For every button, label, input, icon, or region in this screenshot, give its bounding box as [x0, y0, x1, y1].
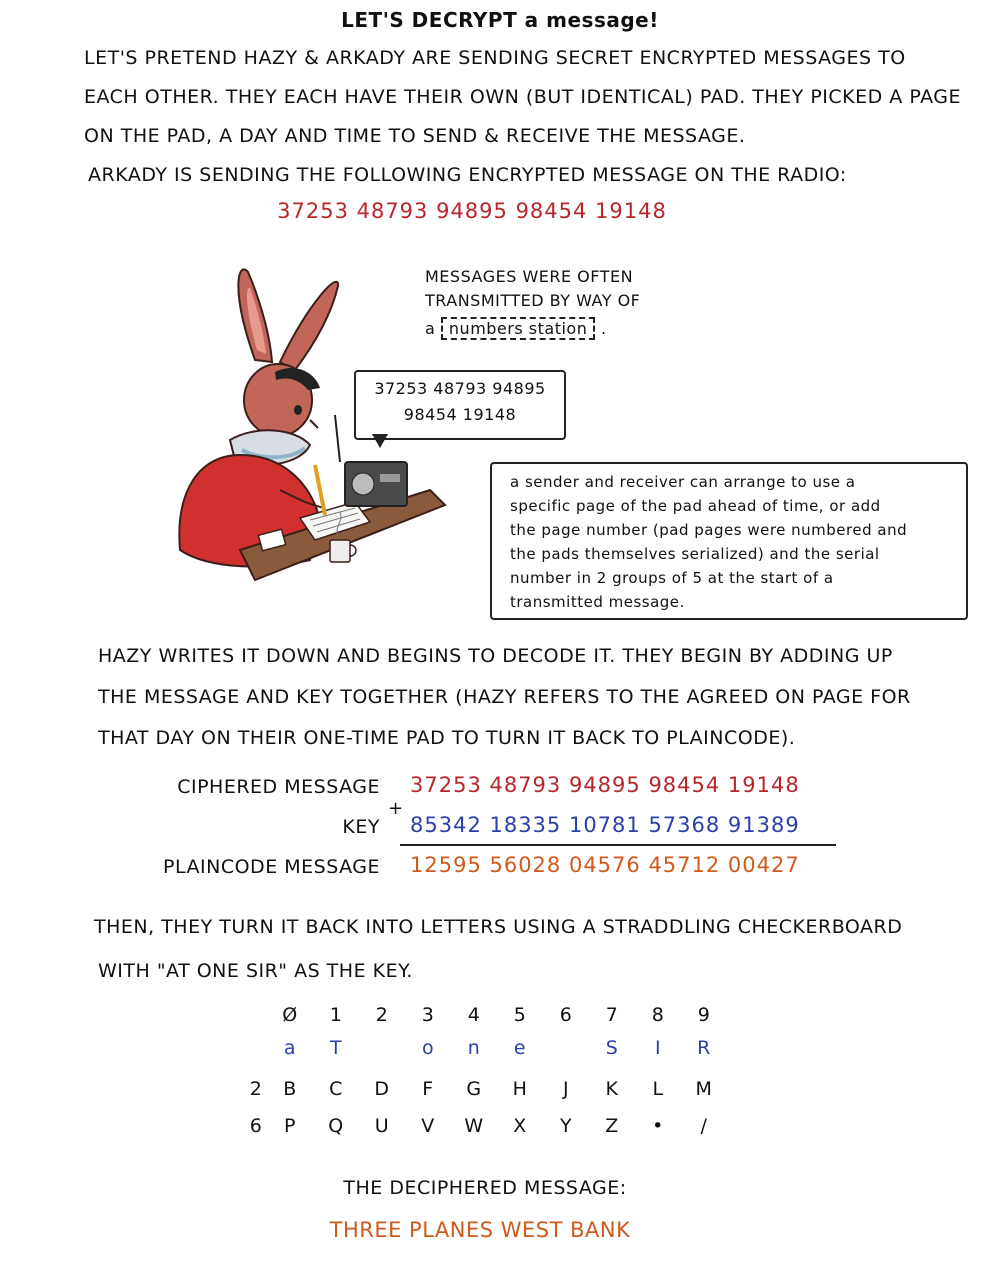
checkerboard-row-prefix: 6 [249, 1115, 263, 1137]
info-line: a sender and receiver can arrange to use a [510, 473, 856, 491]
intro-line: ARKADY IS SENDING THE FOLLOWING ENCRYPTED MESSAGE ON THE RADIO: [88, 164, 847, 186]
bubble-line: 98454 19148 [403, 405, 517, 424]
info-line: the page number (pad pages were numbered and [510, 521, 908, 539]
decode-text [98, 636, 911, 759]
checkerboard-header-cell: 2 [375, 1004, 389, 1026]
checkerboard-header-cell: 9 [697, 1004, 711, 1026]
info-box [490, 462, 968, 620]
checkerboard-cell: • [652, 1115, 664, 1137]
checkerboard-key-cell: S [605, 1037, 619, 1059]
key-value: 85342 18335 10781 57368 91389 [410, 813, 800, 837]
checkerboard-key-cell: R [697, 1037, 711, 1059]
plaincode-value: 12595 56028 04576 45712 00427 [410, 853, 800, 877]
checkerboard-cell: K [605, 1078, 619, 1100]
checkerboard-header-cell: 7 [605, 1004, 619, 1026]
checkerboard-cell: W [464, 1115, 484, 1137]
numbers-station-box: numbers station [441, 317, 595, 340]
checkerboard-cell: C [329, 1078, 343, 1100]
ciphered-value: 37253 48793 94895 98454 19148 [410, 773, 800, 797]
checker-line: WITH "AT ONE SIR" AS THE KEY. [98, 960, 413, 982]
checkerboard-cell: Q [328, 1115, 344, 1137]
decode-line: HAZY WRITES IT DOWN AND BEGINS TO DECODE IT. THEY BEGIN BY ADDING UP [98, 645, 893, 667]
checkerboard-header-cell: Ø [282, 1004, 298, 1026]
intro-text [84, 39, 961, 195]
info-line: specific page of the pad ahead of time, or add [510, 497, 881, 515]
checkerboard-header-cell: 6 [559, 1004, 573, 1026]
checkerboard-cell: V [421, 1115, 435, 1137]
checkerboard-header-cell: 1 [329, 1004, 343, 1026]
checkerboard-cell: P [284, 1115, 296, 1137]
checkerboard-key-cell: T [329, 1037, 343, 1059]
checkerboard-key-cell: e [513, 1037, 527, 1059]
checkerboard-key-cell: o [421, 1037, 435, 1059]
note-line: MESSAGES WERE OFTEN [425, 267, 634, 286]
checkerboard-cell: L [652, 1078, 664, 1100]
intro-line: ON THE PAD, A DAY AND TIME TO SEND & RECEIVE THE MESSAGE. [84, 125, 746, 147]
intro-line: LET'S PRETEND HAZY & ARKADY ARE SENDING SECRET ENCRYPTED MESSAGES TO [84, 47, 906, 69]
result-label: THE DECIPHERED MESSAGE: [343, 1177, 627, 1199]
checker-line: THEN, THEY TURN IT BACK INTO LETTERS USING A STRADDLING CHECKERBOARD [94, 916, 903, 938]
bubble-line: 37253 48793 94895 [374, 379, 546, 398]
checkerboard-header-cell: 8 [651, 1004, 665, 1026]
page-title: LET'S DECRYPT a message! [341, 8, 659, 32]
checkerboard-header-cell: 5 [513, 1004, 527, 1026]
checkerboard-key-cell: I [654, 1037, 662, 1059]
plaincode-label: PLAINCODE MESSAGE [163, 856, 380, 878]
note-prefix: a [425, 319, 436, 338]
checkerboard-cell: M [695, 1078, 713, 1100]
checkerboard-cell: Z [605, 1115, 619, 1137]
checkerboard-cell: J [562, 1078, 570, 1100]
checkerboard-row-prefix: 2 [249, 1078, 263, 1100]
checkerboard-header-cell: 3 [421, 1004, 435, 1026]
checkerboard-cell: F [422, 1078, 434, 1100]
encrypted-message: 37253 48793 94895 98454 19148 [277, 199, 667, 223]
checkerboard-header-cell: 4 [467, 1004, 481, 1026]
note-suffix: . [600, 319, 607, 338]
sum-line [400, 844, 836, 846]
info-line: transmitted message. [510, 593, 685, 611]
intro-line: EACH OTHER. THEY EACH HAVE THEIR OWN (BUT IDENTICAL) PAD. THEY PICKED A PAGE [84, 86, 961, 108]
speech-bubble [354, 370, 566, 440]
checkerboard-cell: B [283, 1078, 297, 1100]
checkerboard-cell: D [374, 1078, 390, 1100]
decode-line: THE MESSAGE AND KEY TOGETHER (HAZY REFERS TO THE AGREED ON PAGE FOR [98, 686, 911, 708]
checkerboard-cell: G [466, 1078, 482, 1100]
checkerboard-text [94, 905, 902, 993]
checkerboard-cell: U [374, 1115, 390, 1137]
note-line [425, 317, 640, 341]
checkerboard-cell: H [512, 1078, 528, 1100]
checkerboard-key-cell: a [283, 1037, 297, 1059]
decode-line: THAT DAY ON THEIR ONE-TIME PAD TO TURN IT BACK TO PLAINCODE). [98, 727, 796, 749]
checkerboard-cell: Y [559, 1115, 573, 1137]
info-line: number in 2 groups of 5 at the start of a [510, 569, 834, 587]
checkerboard-cell: X [513, 1115, 527, 1137]
checkerboard-key-cell: n [467, 1037, 481, 1059]
deciphered-message: THREE PLANES WEST BANK [329, 1218, 631, 1242]
ciphered-label: CIPHERED MESSAGE [177, 776, 380, 798]
numbers-station-note [425, 265, 640, 341]
note-line: TRANSMITTED BY WAY OF [425, 291, 641, 310]
speech-bubble-tail [372, 434, 388, 448]
checkerboard-cell: / [700, 1115, 708, 1137]
plus-sign: + [388, 798, 404, 819]
key-label: KEY [342, 816, 380, 838]
info-line: the pads themselves serialized) and the serial [510, 545, 880, 563]
